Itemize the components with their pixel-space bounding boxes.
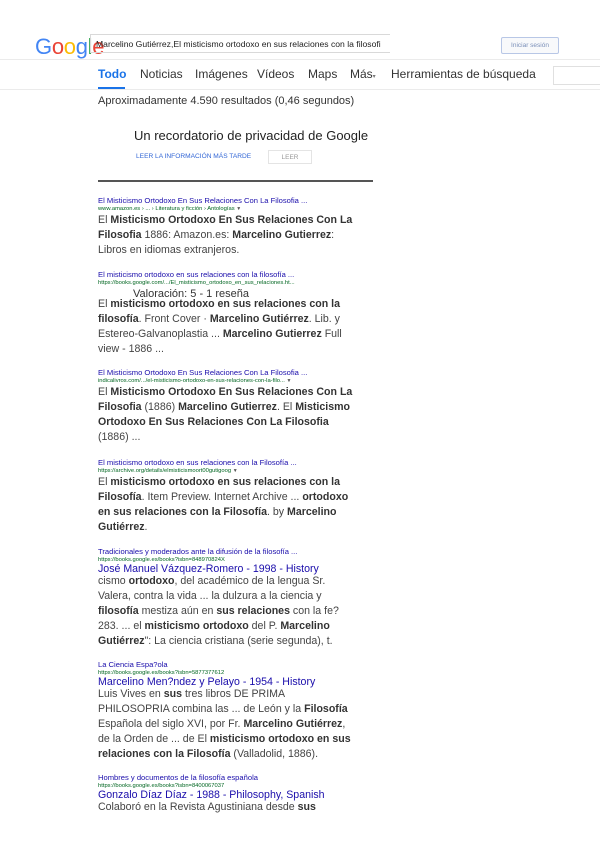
result-title-link[interactable]: El Misticismo Ortodoxo En Sus Relaciones Con La Filosofia ...	[98, 196, 308, 205]
dropdown-arrow-icon[interactable]: ▼	[286, 378, 292, 384]
dropdown-arrow-icon[interactable]: ▼	[232, 468, 238, 474]
logo-letter: o	[51, 34, 64, 59]
result-url: https://books.google.es/books?isbn=5877377612	[98, 670, 225, 676]
result-url	[98, 206, 358, 213]
result-rating: Valoración: 5 - 1 reseña	[133, 288, 249, 300]
result-title-link[interactable]: Hombres y documentos de la filosofía española	[98, 773, 258, 782]
tab-imagenes[interactable]: Imágenes	[195, 67, 248, 81]
tab-videos[interactable]: Vídeos	[257, 67, 295, 81]
result-title-link[interactable]: El misticismo ortodoxo en sus relaciones con la filosofía ...	[98, 270, 295, 279]
tabs-divider	[0, 89, 600, 90]
result-snippet: cismo ortodoxo, del académico de la lengua Sr. Valera, contra la vida ... la dulzura a la ciencia y filosofía mestiza aún en sus relaciones con la fe? 283. ... el misticismo ortodoxo del P. Marcelino Gutiérrez": La ciencia cristiana (serie segunda), t.	[98, 575, 339, 647]
result-snippet: El misticismo ortodoxo en sus relaciones con la Filosofía. Item Preview. Internet Archive ... ortodoxo en sus relaciones con la Filosofía. by Marcelino Gutiérrez.	[98, 476, 349, 533]
result-snippet: El Misticismo Ortodoxo En Sus Relaciones Con La Filosofia (1886) Marcelino Gutierrez. El Misticismo Ortodoxo En Sus Relaciones Con La Filosofia (1886) ...	[98, 386, 353, 443]
tab-search-tools[interactable]: Herramientas de búsqueda	[391, 67, 536, 81]
search-result	[98, 660, 358, 762]
logo-letter: G	[35, 34, 52, 59]
result-author-meta[interactable]: José Manuel Vázquez-Romero - 1998 - History	[98, 563, 319, 575]
sign-in-button[interactable]: Iniciar sesión	[501, 37, 559, 54]
result-title-link[interactable]: El misticismo ortodoxo en sus relaciones con la Filosofía ...	[98, 458, 297, 467]
search-result	[98, 270, 358, 357]
tab-noticias[interactable]: Noticias	[140, 67, 183, 81]
result-author-meta[interactable]: Gonzalo Díaz Díaz - 1988 - Philosophy, Spanish	[98, 789, 325, 801]
result-snippet: El Misticismo Ortodoxo En Sus Relaciones Con La Filosofia 1886: Amazon.es: Marcelino Gutierrez: Libros en idiomas extranjeros.	[98, 214, 353, 256]
read-later-link[interactable]: LEER LA INFORMACIÓN MÁS TARDE	[136, 153, 252, 160]
toolbar-input-box[interactable]	[553, 66, 600, 85]
header-divider	[0, 59, 600, 60]
logo-letter: g	[75, 34, 88, 59]
dropdown-arrow-icon[interactable]: ▼	[236, 206, 242, 212]
search-result	[98, 196, 358, 258]
result-snippet: Luis Vives en sus tres libros DE PRIMA PHILOSOPRIA combina las ... de León y la Filosofía Española del siglo XVI, por Fr. Marcelino Gutiérrez, de la Orden de ... de El misticismo ortodoxo en sus relaciones con la Filosofía (Valladolid, 1886).	[98, 688, 351, 760]
result-url-text: https://archive.org/details/elmisticismoort00gutigoog	[98, 468, 232, 474]
read-button[interactable]: LEER	[268, 150, 312, 164]
result-stats: Aproximadamente 4.590 resultados (0,46 segundos)	[98, 95, 355, 107]
result-url-text: www.amazon.es › ... › Literatura y ficción › Antologías	[98, 206, 235, 212]
tab-maps[interactable]: Maps	[308, 67, 338, 81]
logo-letter: o	[63, 34, 76, 59]
result-snippet: El misticismo ortodoxo en sus relaciones con la filosofía. Front Cover · Marcelino Gutiérrez. Lib. y Estereo-Galvanoplastia ... Marcelino Gutierrez Full view - 1886 ...	[98, 298, 342, 355]
result-url	[98, 468, 358, 475]
privacy-reminder-title: Un recordatorio de privacidad de Google	[134, 128, 369, 143]
search-input[interactable]: Marcelino Gutiérrez,El misticismo ortodoxo en sus relaciones con la filosofi	[90, 34, 390, 53]
logo-letter: e	[92, 34, 105, 59]
result-title-link[interactable]: Tradicionales y moderados ante la difusión de la filosofía ...	[98, 547, 298, 556]
search-result	[98, 547, 358, 649]
tab-mas[interactable]	[350, 67, 376, 81]
logo-letter: l	[87, 34, 93, 59]
result-url-text: indicalivros.com/.../el-misticismo-ortodoxo-en-sus-relaciones-con-la-filo...	[98, 378, 285, 384]
search-result	[98, 458, 358, 535]
result-url: https://books.google.es/books?isbn=848970824X	[98, 557, 225, 563]
search-result	[98, 773, 358, 815]
tab-todo[interactable]: Todo	[98, 67, 127, 81]
result-url: https://books.google.com/.../El_misticismo_ortodoxo_en_sus_relaciones.ht...	[98, 280, 295, 286]
tab-mas-label: Más	[350, 67, 373, 81]
search-result	[98, 368, 358, 445]
result-title-link[interactable]: El Misticismo Ortodoxo En Sus Relaciones Con La Filosofia ...	[98, 368, 308, 377]
result-title-link[interactable]: La Ciencia Espa?ola	[98, 660, 168, 669]
result-snippet: Colaboró en la Revista Agustiniana desde sus	[98, 801, 316, 813]
chevron-down-icon: ▾	[372, 74, 376, 80]
result-author-meta[interactable]: Marcelino Men?ndez y Pelayo - 1954 - History	[98, 676, 316, 688]
result-url	[98, 378, 358, 385]
result-url: https://books.google.es/books?isbn=8400067037	[98, 783, 225, 789]
privacy-divider	[98, 180, 373, 182]
